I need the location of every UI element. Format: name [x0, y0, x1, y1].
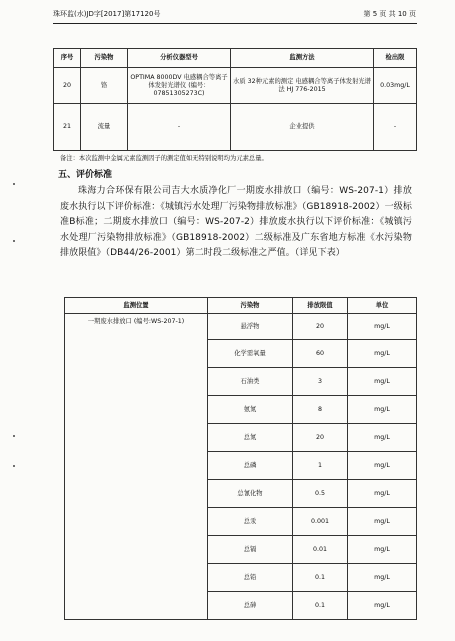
pollutant-cell: 总氮: [208, 424, 293, 452]
standards-paragraph: 珠海力合环保有限公司吉大水质净化厂一期废水排放口（编号：WS-207-1）排放废水执行以下评价标准：《城镇污水处理厂污染物排放标准》（GB18918-2002）一级标准B标准；二期废水排放口（编号：WS-207-2）排放废水执行以下评价标准：《城镇污水处理厂污染物排放标准》（GB18918-2002）二级标准及广东省地方标准《水污染物排放限值》（DB44/26-2001）第二时段二级标准之严值。（详见下表）: [60, 186, 412, 258]
pollutant-cell: 悬浮物: [208, 314, 293, 340]
unit-cell: mg/L: [348, 396, 417, 424]
scan-speck: [13, 183, 15, 185]
col-header-limit: 排放限值: [293, 298, 348, 314]
table-row: [54, 68, 417, 104]
unit-cell: mg/L: [348, 340, 417, 368]
limit-cell: 8: [293, 396, 348, 424]
method-table: [53, 48, 417, 151]
scan-speck: [13, 465, 15, 467]
row-instrument: OPTIMA 8000DV 电感耦合等离子体发射光谱仪 (编号：07851305273C): [128, 68, 231, 104]
limit-cell: 0.001: [293, 508, 348, 536]
table-note: 备注：本次监测中金属元素监测因子的测定值如无特别说明均为元素总量。: [60, 155, 268, 162]
limit-cell: 20: [293, 424, 348, 452]
limit-cell: 3: [293, 368, 348, 396]
limit-cell: 0.1: [293, 592, 348, 620]
unit-cell: mg/L: [348, 368, 417, 396]
col-header-method: 监测方法: [231, 49, 374, 68]
unit-cell: mg/L: [348, 508, 417, 536]
limit-cell: 0.01: [293, 536, 348, 564]
pollutant-cell: 氨氮: [208, 396, 293, 424]
table-row: [54, 104, 417, 151]
row-no: 20: [54, 68, 81, 104]
unit-cell: mg/L: [348, 536, 417, 564]
section-title: 五、评价标准: [58, 170, 113, 180]
page-header: [53, 9, 416, 21]
unit-cell: mg/L: [348, 424, 417, 452]
unit-cell: mg/L: [348, 314, 417, 340]
limit-cell: 60: [293, 340, 348, 368]
row-limit: 0.03mg/L: [374, 68, 417, 104]
row-no: 21: [54, 104, 81, 151]
scan-speck: [13, 240, 15, 242]
row-pollutant: 流量: [81, 104, 128, 151]
limit-cell: 1: [293, 452, 348, 480]
col-header-unit: 单位: [348, 298, 417, 314]
row-method: 企业提供: [231, 104, 374, 151]
report-number: 珠环监(水)JD字[2017]第17120号: [53, 10, 161, 18]
page-number: 第 5 页 共 10 页: [363, 10, 416, 18]
limit-cell: 0.5: [293, 480, 348, 508]
row-pollutant: 铬: [81, 68, 128, 104]
limit-cell: 0.1: [293, 564, 348, 592]
pollutant-cell: 总铅: [208, 564, 293, 592]
limit-cell: 20: [293, 314, 348, 340]
col-header-no: 序号: [54, 49, 81, 68]
row-instrument: -: [128, 104, 231, 151]
col-header-limit: 检出限: [374, 49, 417, 68]
pollutant-cell: 石油类: [208, 368, 293, 396]
row-method: 水质 32种元素的测定 电感耦合等离子体发射光谱法 HJ 776-2015: [231, 68, 374, 104]
unit-cell: mg/L: [348, 452, 417, 480]
col-header-pollutant: 污染物: [208, 298, 293, 314]
scan-speck: [13, 435, 15, 437]
pollutant-cell: 总砷: [208, 592, 293, 620]
pollutant-cell: 总氰化物: [208, 480, 293, 508]
monitoring-location: 一期废水排放口 (编号:WS-207-1): [65, 314, 208, 620]
col-header-pollutant: 污染物: [81, 49, 128, 68]
pollutant-cell: 总汞: [208, 508, 293, 536]
table-row: [65, 314, 417, 340]
col-header-instrument: 分析仪器型号: [128, 49, 231, 68]
header-rule: [53, 23, 417, 24]
pollutant-cell: 总磷: [208, 452, 293, 480]
col-header-location: 监测位置: [65, 298, 208, 314]
unit-cell: mg/L: [348, 480, 417, 508]
pollutant-cell: 总镉: [208, 536, 293, 564]
standards-table: [64, 297, 417, 620]
row-limit: -: [374, 104, 417, 151]
unit-cell: mg/L: [348, 592, 417, 620]
unit-cell: mg/L: [348, 564, 417, 592]
pollutant-cell: 化学需氧量: [208, 340, 293, 368]
